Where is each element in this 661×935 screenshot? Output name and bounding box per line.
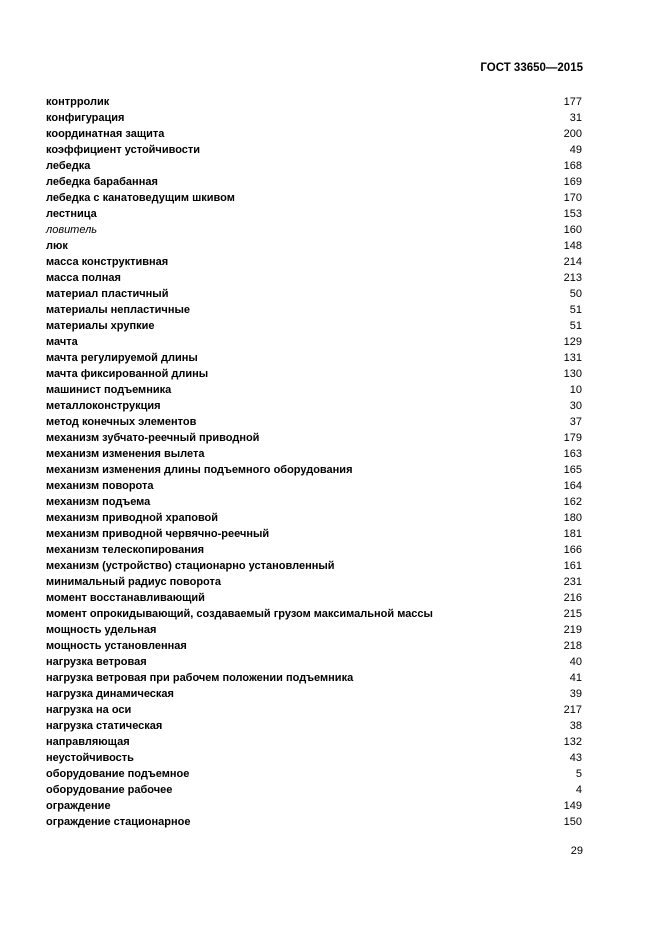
index-page-ref: 180 xyxy=(563,512,582,524)
index-term: мощность установленная xyxy=(46,640,187,652)
index-entry xyxy=(46,158,582,174)
index-entry xyxy=(46,510,582,526)
index-term: механизм телескопирования xyxy=(46,544,205,556)
index-page-ref: 216 xyxy=(563,592,582,604)
index-entry xyxy=(46,798,582,814)
index-term: конфигурация xyxy=(46,112,125,124)
index-entry xyxy=(46,350,582,366)
index-term: механизм зубчато-реечный приводной xyxy=(46,432,260,444)
index-page-ref: 149 xyxy=(563,800,582,812)
page-number: 29 xyxy=(570,845,583,857)
index-page-ref: 51 xyxy=(569,320,582,332)
index-term: механизм изменения вылета xyxy=(46,448,205,460)
index-page-ref: 39 xyxy=(569,688,582,700)
index-term: контрролик xyxy=(46,96,110,108)
index-term: механизм (устройство) стационарно установленный xyxy=(46,560,335,572)
index-entry xyxy=(46,206,582,222)
index-entry xyxy=(46,302,582,318)
index-page-ref: 163 xyxy=(563,448,582,460)
index-page-ref: 164 xyxy=(563,480,582,492)
index-page-ref: 169 xyxy=(563,176,582,188)
index-term: лестница xyxy=(46,208,97,220)
index-page-ref: 150 xyxy=(563,816,582,828)
index-page-ref: 214 xyxy=(563,256,582,268)
index-page-ref: 130 xyxy=(563,368,582,380)
index-term: мачта фиксированной длины xyxy=(46,368,209,380)
index-page-ref: 177 xyxy=(563,96,582,108)
index-term: масса конструктивная xyxy=(46,256,169,268)
index-page-ref: 50 xyxy=(569,288,582,300)
index-term: нагрузка ветровая xyxy=(46,656,147,668)
index-entry xyxy=(46,590,582,606)
index-page-ref: 49 xyxy=(569,144,582,156)
index-entry xyxy=(46,190,582,206)
index-term: коэффициент устойчивости xyxy=(46,144,201,156)
index-term: нагрузка ветровая при рабочем положении подъемника xyxy=(46,672,354,684)
index-term: материалы хрупкие xyxy=(46,320,155,332)
index-entry xyxy=(46,222,582,238)
index-page-ref: 30 xyxy=(569,400,582,412)
index-entry xyxy=(46,446,582,462)
index-entry xyxy=(46,366,582,382)
index-term: неустойчивость xyxy=(46,752,134,764)
index-term: лебедка xyxy=(46,160,91,172)
index-page-ref: 4 xyxy=(575,784,582,796)
index-page-ref: 38 xyxy=(569,720,582,732)
index-term: мачта регулируемой длины xyxy=(46,352,198,364)
index-entry xyxy=(46,478,582,494)
index-entry xyxy=(46,318,582,334)
index-entry xyxy=(46,254,582,270)
index-entry xyxy=(46,110,582,126)
index-term: метод конечных элементов xyxy=(46,416,197,428)
index-page-ref: 129 xyxy=(563,336,582,348)
index-term: мачта xyxy=(46,336,78,348)
index-page-ref: 41 xyxy=(569,672,582,684)
index-term: механизм приводной червячно-реечный xyxy=(46,528,270,540)
index-term: металлоконструкция xyxy=(46,400,161,412)
index-entry xyxy=(46,430,582,446)
index-entry xyxy=(46,94,582,110)
index-term: механизм подъема xyxy=(46,496,151,508)
index-entry xyxy=(46,398,582,414)
index-entry xyxy=(46,686,582,702)
index-term: материалы непластичные xyxy=(46,304,190,316)
index-entry xyxy=(46,734,582,750)
index-term: механизм изменения длины подъемного оборудования xyxy=(46,464,353,476)
index-term: масса полная xyxy=(46,272,121,284)
index-term: нагрузка на оси xyxy=(46,704,132,716)
index-entry xyxy=(46,414,582,430)
index-entry xyxy=(46,750,582,766)
index-page-ref: 162 xyxy=(563,496,582,508)
index-term: материал пластичный xyxy=(46,288,169,300)
index-term: механизм поворота xyxy=(46,480,154,492)
index-page-ref: 148 xyxy=(563,240,582,252)
index-term: лебедка с канатоведущим шкивом xyxy=(46,192,235,204)
index-page-ref: 168 xyxy=(563,160,582,172)
index-page-ref: 131 xyxy=(563,352,582,364)
index-page-ref: 5 xyxy=(575,768,582,780)
index-page-ref: 200 xyxy=(563,128,582,140)
index-page-ref: 170 xyxy=(563,192,582,204)
index-entry xyxy=(46,654,582,670)
index-term: мощность удельная xyxy=(46,624,157,636)
term-index xyxy=(46,94,582,830)
index-term: механизм приводной храповой xyxy=(46,512,219,524)
index-entry xyxy=(46,238,582,254)
index-page-ref: 218 xyxy=(563,640,582,652)
index-page-ref: 219 xyxy=(563,624,582,636)
index-entry xyxy=(46,526,582,542)
index-page-ref: 10 xyxy=(569,384,582,396)
index-entry xyxy=(46,718,582,734)
index-page-ref: 161 xyxy=(563,560,582,572)
index-page-ref: 160 xyxy=(563,224,582,236)
index-entry xyxy=(46,670,582,686)
index-page-ref: 51 xyxy=(569,304,582,316)
index-page-ref: 166 xyxy=(563,544,582,556)
index-term: люк xyxy=(46,240,68,252)
index-page-ref: 43 xyxy=(569,752,582,764)
index-entry xyxy=(46,766,582,782)
index-term: ограждение стационарное xyxy=(46,816,191,828)
index-page-ref: 179 xyxy=(563,432,582,444)
index-entry xyxy=(46,382,582,398)
index-page-ref: 165 xyxy=(563,464,582,476)
index-entry xyxy=(46,286,582,302)
index-page-ref: 37 xyxy=(569,416,582,428)
index-entry xyxy=(46,142,582,158)
index-entry xyxy=(46,814,582,830)
index-entry xyxy=(46,542,582,558)
index-page-ref: 40 xyxy=(569,656,582,668)
index-entry xyxy=(46,558,582,574)
index-page-ref: 153 xyxy=(563,208,582,220)
index-page-ref: 231 xyxy=(563,576,582,588)
index-term: машинист подъемника xyxy=(46,384,172,396)
index-term: момент восстанавливающий xyxy=(46,592,205,604)
index-page-ref: 215 xyxy=(563,608,582,620)
index-entry xyxy=(46,462,582,478)
index-entry xyxy=(46,782,582,798)
index-term: ограждение xyxy=(46,800,111,812)
index-term: оборудование подъемное xyxy=(46,768,190,780)
index-entry xyxy=(46,574,582,590)
index-term: нагрузка динамическая xyxy=(46,688,174,700)
index-entry xyxy=(46,334,582,350)
index-term: оборудование рабочее xyxy=(46,784,173,796)
index-term: лебедка барабанная xyxy=(46,176,158,188)
index-page-ref: 213 xyxy=(563,272,582,284)
index-page-ref: 181 xyxy=(563,528,582,540)
index-entry xyxy=(46,606,582,622)
document-header: ГОСТ 33650—2015 xyxy=(480,62,583,74)
index-page-ref: 132 xyxy=(563,736,582,748)
index-page-ref: 217 xyxy=(563,704,582,716)
index-entry xyxy=(46,174,582,190)
index-term: момент опрокидывающий, создаваемый грузом максимальной массы xyxy=(46,608,433,620)
index-page-ref: 31 xyxy=(569,112,582,124)
index-term: нагрузка статическая xyxy=(46,720,163,732)
index-entry xyxy=(46,638,582,654)
index-entry xyxy=(46,270,582,286)
index-term: направляющая xyxy=(46,736,130,748)
index-term: минимальный радиус поворота xyxy=(46,576,221,588)
index-term: ловитель xyxy=(46,224,98,236)
index-entry xyxy=(46,126,582,142)
index-entry xyxy=(46,702,582,718)
index-term: координатная защита xyxy=(46,128,165,140)
index-entry xyxy=(46,622,582,638)
index-entry xyxy=(46,494,582,510)
